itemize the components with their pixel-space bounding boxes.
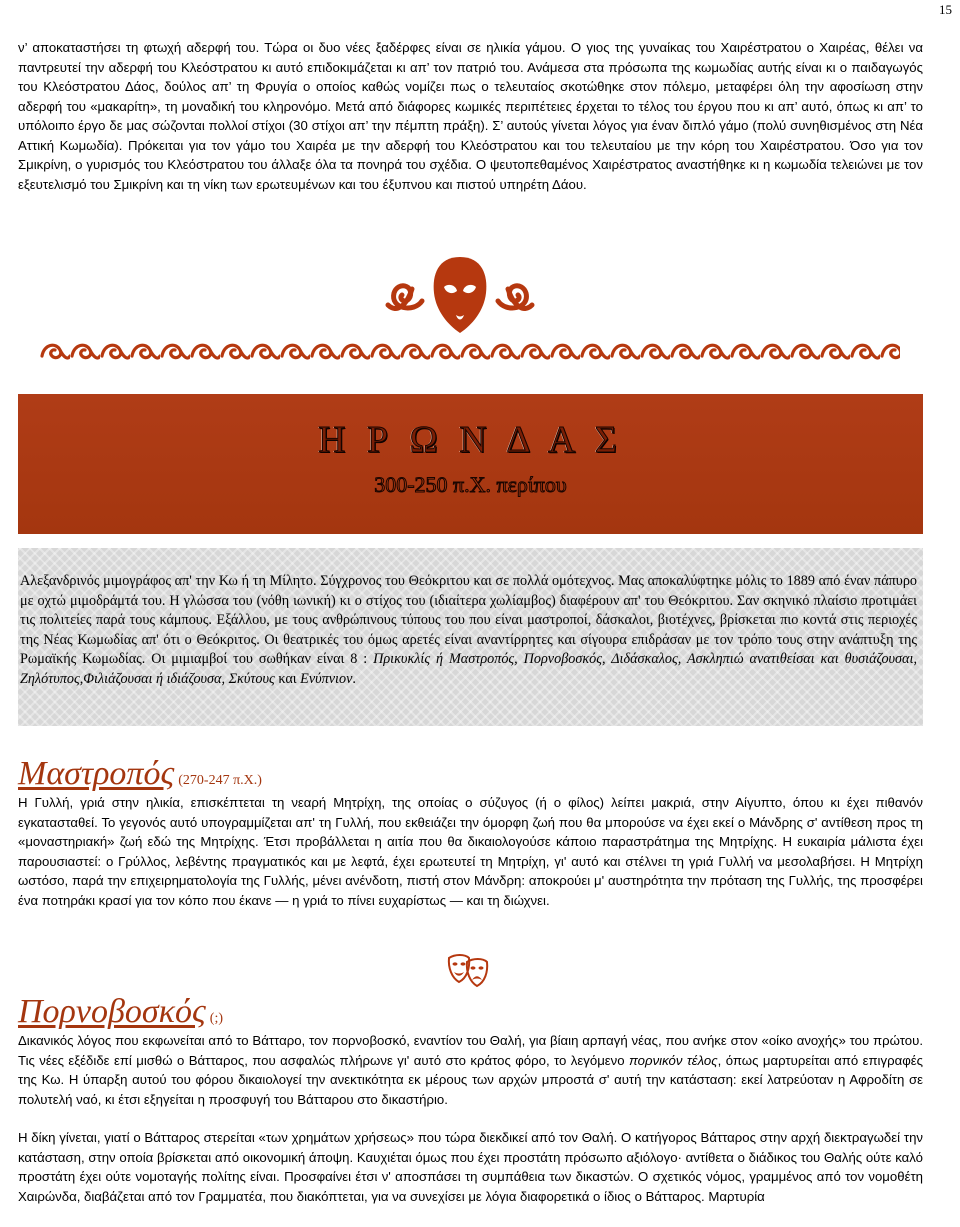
mastropos-title: Μαστροπός [18,755,175,792]
pornovoskos-title: Πορνοβοσκός [18,993,206,1030]
banner-subtitle: 300-250 π.Χ. περίπου [374,472,567,497]
author-info-box [18,548,923,726]
info-last-work: Ενύπνιον [300,670,353,687]
title-banner [18,394,923,534]
wave-border-icon [40,338,900,366]
mastropos-dates: (270-247 π.Χ.) [178,773,262,788]
pornovoskos-dates: (;) [209,1011,223,1026]
comedy-tragedy-masks-icon [445,952,491,988]
intro-paragraph: ν’ αποκαταστήσει τη φτωχή αδερφή του. Τώρα οι δυο νέες ξαδέρφες είναι σε ηλικία γάμου. Ο γιος της γυναίκας του Χαιρέστρατου ο Χαιρέας, θέλει να παντρευτεί την αδερφή του Κλεόστρατου κι αυτό επιδοκιμάζεται κι απ’ τον πατριό του. Ανάμεσα στα πρόσωπα της κωμωδίας αυτής είναι κι ο παιδαγωγός του Κλεόστρατου Δάος, δούλος απ’ τη Φρυγία ο οποίος καθώς νομίζει πως ο τελευταίος σκοτώθηκε στον πόλεμο, μεταφέρει όλη την αφοσίωση στην αδερφή του «μακαρίτη», τη μοναδική του κληρονόμο. Μετά από διάφορες κωμικές περιπέτειες έρχεται το τέλος του έργου που κι απ’ αυτό, όπως κι απ’ το υπόλοιπο έργο δε μας σώζονται πολλοί στίχοι (30 στίχοι απ’ την πέμπτη πράξη). Σ’ αυτούς γίνεται λόγος για έναν διπλό γάμο (πολύ συνηθισμένος στη Νέα Αττική Κωμωδία). Πρόκειται για τον γάμο του Χαιρέα με την αδερφή του Κλεόστρατου και του τελευταίου με την κόρη του Χαιρέστρατου. Όσο για τον Σμικρίνη, ο γυρισμός του Κλεόστρατου του άλλαξε όλα τα πονηρά του σχέδια. Ο ψευτοπεθαμένος Χαιρέστρατος αναστήθηκε κι η κωμωδία τελειώνει με τον εξευτελισμό του Σμικρίνη και τη νίκη των ερωτευμένων και του έξυπνου και πιστού υπηρέτη Δάου. [18,40,923,192]
info-end: . [352,670,356,687]
porno1-italic-term: πορνικόν τέλος [629,1052,718,1068]
author-info-text [20,572,917,689]
theatre-mask-ornament-icon [360,255,560,335]
porno1-text-end: , όπως μαρτυρείται από επιγραφές της Κω. Η ύπαρξη αυτού του φόρου δικαιολογεί την ανεκτικότητα εκ μέρους των αρχών μπροστά σ' αυτή την κατάσταση: εκεί λατρεύοταν η Αφροδίτη σε πολυτελή ναό, κι έτσι εξηγείται η προσφυγή του Βάτταρου στο δικαστήριο. [18,1052,923,1107]
info-main-text: Αλεξανδρινός μιμογράφος απ' την Κω ή τη Μίλητο. Σύγχρονος του Θεόκριτου και σε πολλά ομότεχνος. Μας αποκαλύφτηκε μόλις το 1889 από έναν πάπυρο με οχτώ μιμοδράμτά του. Η γλώσσα του (νόθη ιωνική) κι ο στίχος του (ιδιαίτερα χωλίαμβος) διαφέρουν απ' του Θεόκριτου. Σαν σκηνικό πλαίσιο προτιμάει τις πολιτείες παρά τους κάμπους. Εξάλλου, με τους ανθρώπινους τύπους του που είναι μαστροποί, δάσκαλοι, βιοτέχνες, βρίσκεται πιο κοντά στις περιοχές της Νέας Κωμωδίας απ' ότι ο Θεόκριτος. Οι θεατρικές του όμως αρετές είναι αναντίρρητες και σίγουρα επιδράσαν με τον τρόπο τους στην ανάπτυξη της Ρωμαϊκής Κωμωδίας. Οι μιμιαμβοί του σωθήκαν είναι 8 : [20,573,917,667]
section-heading-mastropos [18,755,262,793]
info-works-list: Πρικυκλίς ή Μαστροπός, Πορνοβοσκός, Διδάσκαλος, Ασκληπιώ ανατιθείσαι και θυσιάζουσαι, Ζηλότυπος,Φιλιάζουσαι ή ιδιάζουσα, Σκύτους [20,651,917,687]
porno1-text-start: Δικανικός λόγος που εκφωνείται από το Βάτταρο, τον πορνοβοσκό, εναντίον του Θαλή, για βίαιη αρπαγή νέας, που ανήκε στον «οίκο ανοχής» του πρώτου. Τις νέες εξέδιδε επί μισθώ ο Βάτταρος, που ασφαλώς πλήρωνε γι' αυτό στο κράτος φόρο, το λεγόμενο [18,1033,923,1068]
pornovoskos-paragraph-1 [18,1031,923,1109]
pornovoskos-paragraph-2: Η δίκη γίνεται, γιατί ο Βάτταρος στερείται «των χρημάτων χρήσεως» που τώρα διεκδικεί από τον Θαλή. Ο κατήγορος Βάτταρος στην αρχή διεκτραγωδεί την κατάσταση, στην οποία βρίσκεται από οικονομική άποψη. Καυχιέται όμως που έχει προστάτη πρόσωπο αξιόλογο· αντίθετα ο διάδικος του Θαλής ούτε καλό προστάτη έχει ούτε νομοταγής πολίτης είναι. Προσφαίνει έτσι ν' αποσπάσει τη συμπάθεια των δικαστών. Ο σχετικός νόμος, γραμμένος από τον νομοθέτη Χαιρώνδα, διαβάζεται από τον Γραμματέα, που διακόπτεται, για να συνεχίσει με λόγια διαφορετικά ο ίδιος ο Βάτταρος. Μαρτυρία [18,1130,923,1204]
mastropos-paragraph: Η Γυλλή, γριά στην ηλικία, επισκέπτεται τη νεαρή Μητρίχη, της οποίας ο σύζυγος (ή ο φίλος) λείπει μακριά, στην Αίγυπτο, όπου κι έχει πιθανόν εγκατασταθεί. Το γεγονός αυτό υπογραμμίζεται απ' τη Γυλλή, που εκθειάζει την όμορφη ζωή που θα μπορούσε να έχει εκεί ο Μάνδρης σ' αντίθεση προς τη «μοναστηριακή» ζωή εδώ της Μητρίχης. Έτσι προβάλλεται η αιτία που θα δικαιολογούσε κάποιο παραστράτημα της Μητρίχης. Η ευκαιρία μάλιστα έχει παρουσιαστεί: ο Γρύλλος, λεβέντης πραγματικός και με λεφτά, έχει ερωτευτεί τη Μητρίχη, γι' αυτό και στέλνει τη γριά Γυλλή να μεσολαβήσει. Η Μητρίχη ωστόσο, παρά την επιχειρηματολογία της Γυλλής, μένει ανένδοτη, πιστή στον Μάνδρη: αποκρούει μ' αυστηρότητα την πρόταση της Γυλλής, της προσφέρει ένα ποτηράκι κρασί για τον κόπο που έκανε — η γριά το πίνει ευχαρίστως — και τη διώχνει. [18,795,923,908]
info-and: και [278,670,297,687]
section-heading-pornovoskos [18,993,223,1031]
banner-title: Η Ρ Ω Ν Δ Α Σ [318,419,623,461]
page-number: 15 [939,2,952,17]
